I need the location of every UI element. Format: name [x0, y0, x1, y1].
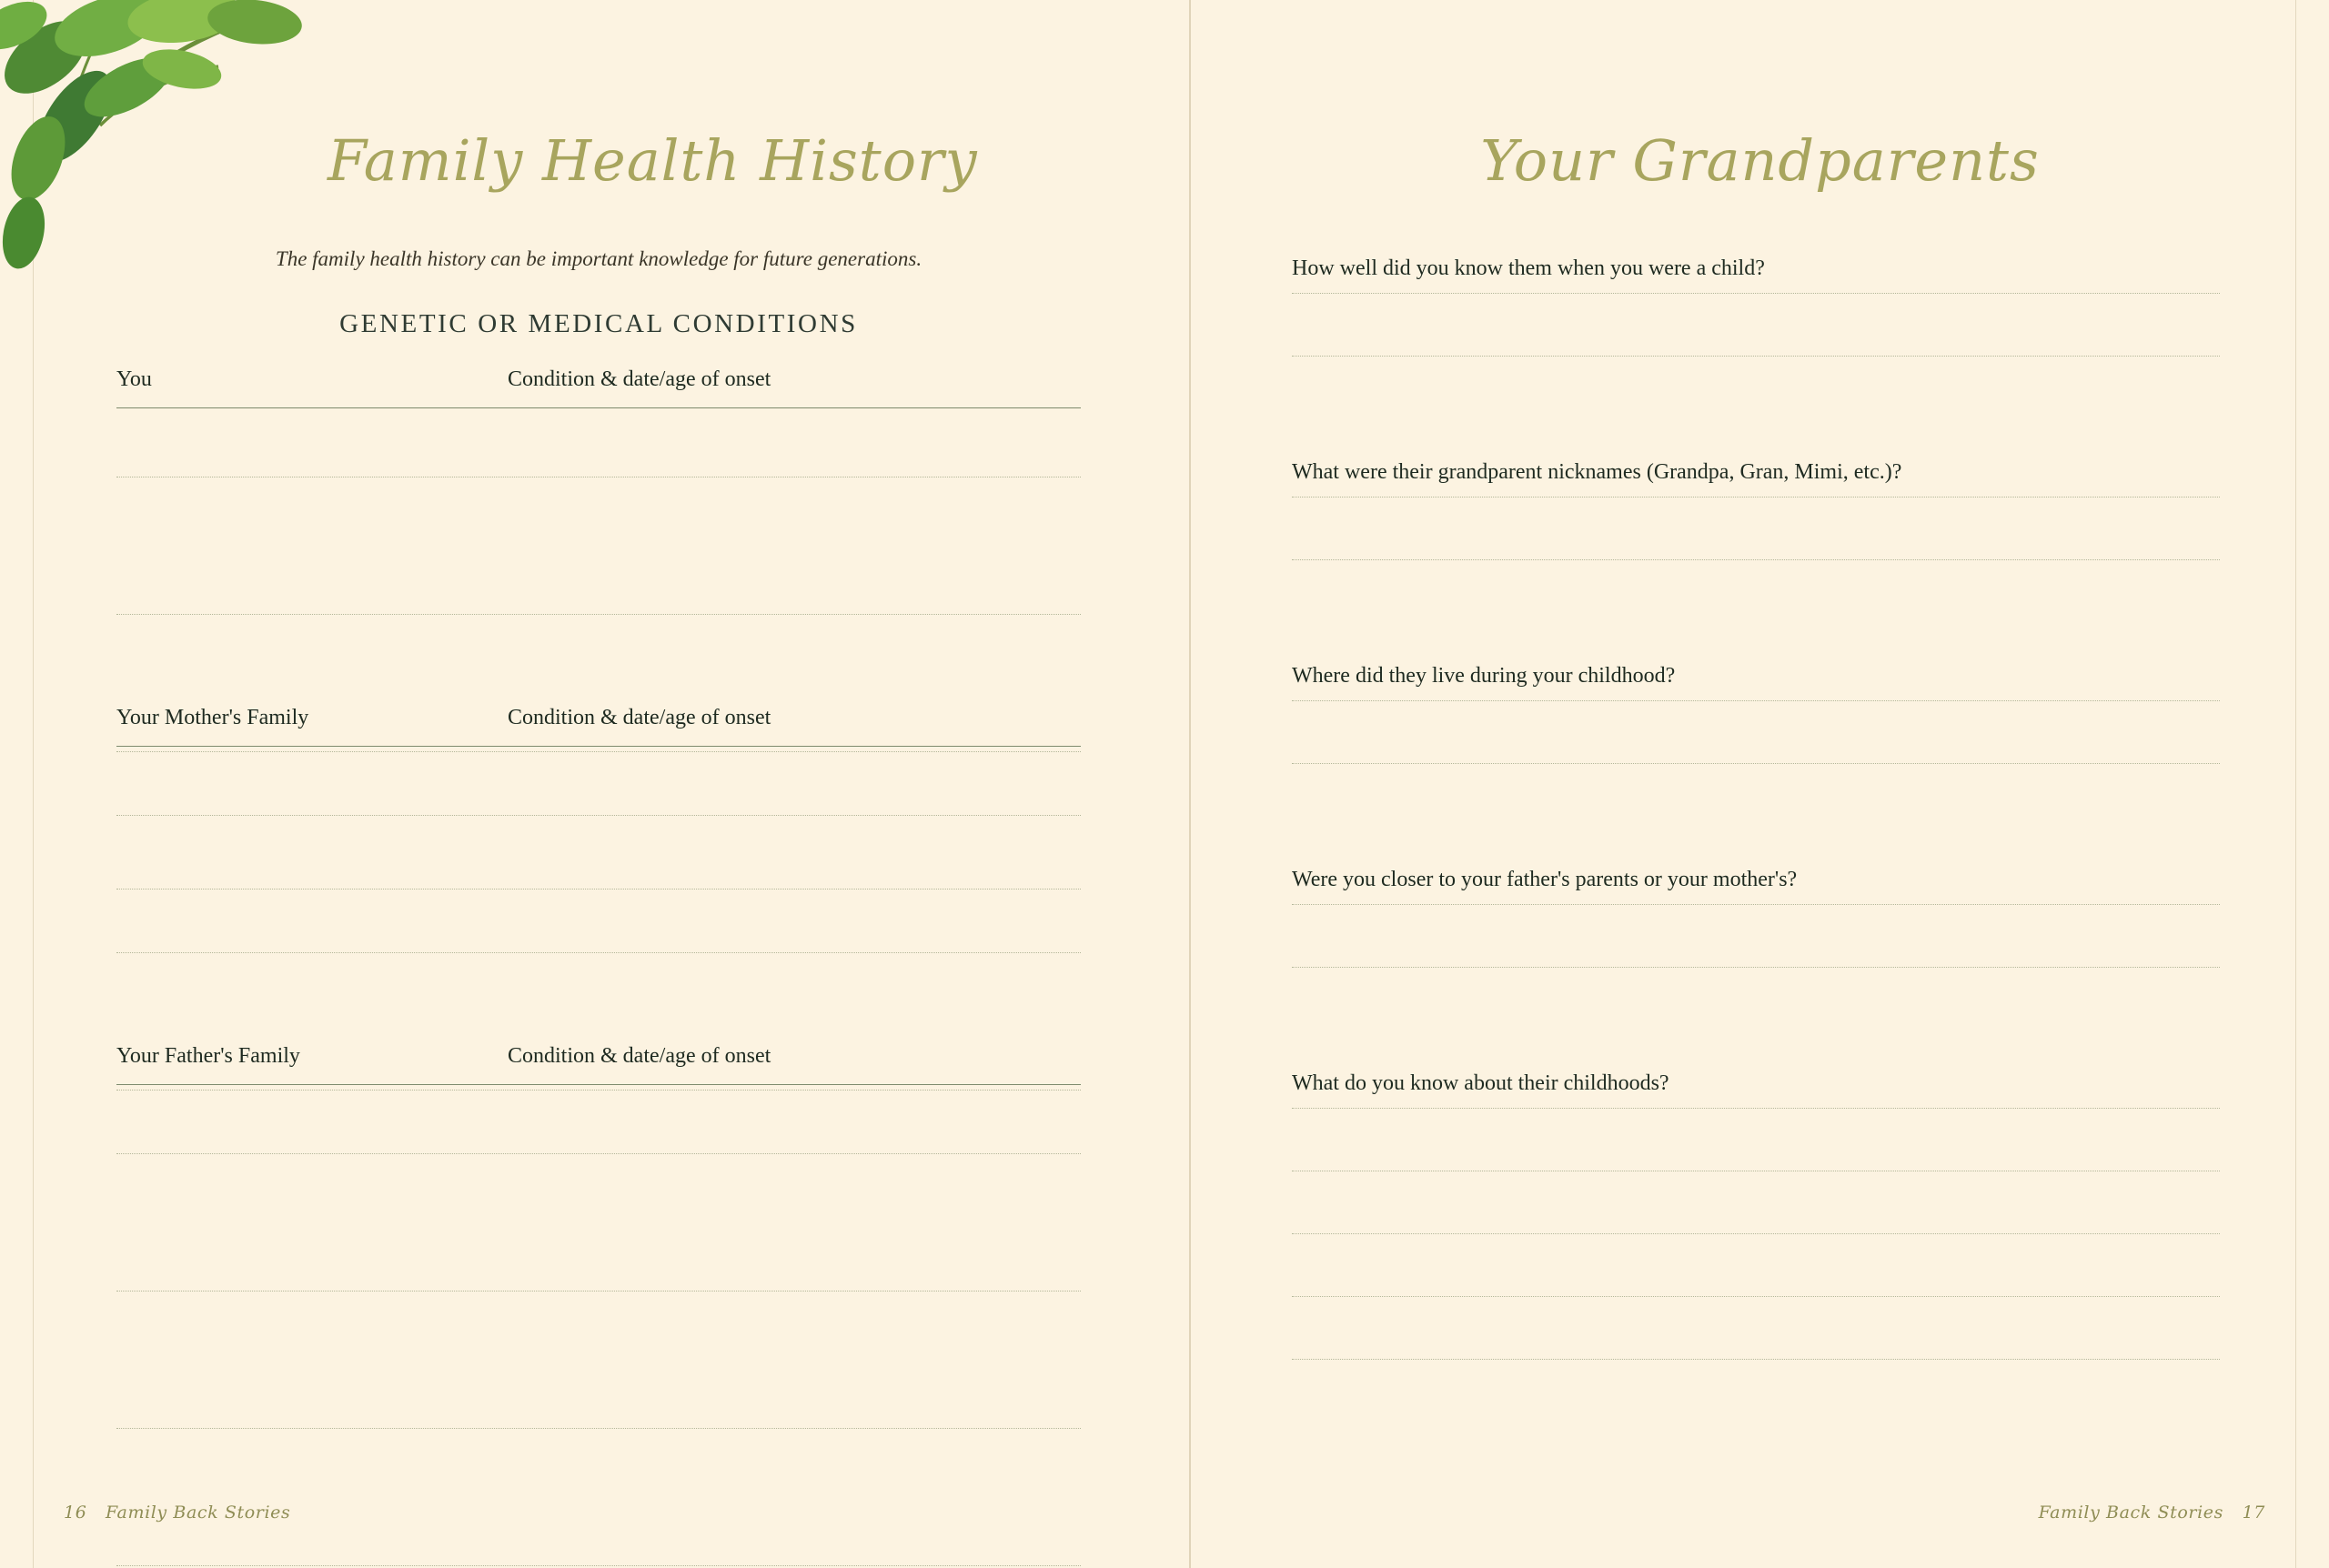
health-group-mother-headers: [116, 706, 1081, 746]
question-3-text: Where did they live during your childhood?: [1292, 664, 1676, 688]
question-1-text: How well did you know them when you were a child?: [1292, 256, 1765, 280]
left-page-title: Family Health History: [328, 127, 978, 194]
left-page-number: 16: [64, 1503, 87, 1523]
writing-line[interactable]: [116, 614, 1081, 615]
health-group-you-underline: [116, 407, 1081, 408]
health-group-mother-underline: [116, 746, 1081, 747]
writing-line[interactable]: [116, 815, 1081, 816]
section-heading-genetic-conditions: GENETIC OR MEDICAL CONDITIONS: [339, 309, 858, 338]
health-group-father: [116, 1044, 1081, 1568]
writing-line[interactable]: [1292, 559, 2220, 560]
writing-line[interactable]: [1292, 763, 2220, 764]
health-group-father-underline: [116, 1084, 1081, 1085]
right-page-book-title: Family Back Stories: [2038, 1503, 2223, 1523]
right-page-number: 17: [2242, 1503, 2265, 1523]
writing-line[interactable]: [116, 1153, 1081, 1154]
writing-line[interactable]: [1292, 1359, 2220, 1360]
health-group-you-condition-label: Condition & date/age of onset: [508, 367, 771, 391]
writing-line[interactable]: [116, 1565, 1081, 1566]
health-group-father-headers: [116, 1044, 1081, 1084]
health-group-mother-label: Your Mother's Family: [116, 706, 309, 729]
health-group-father-condition-label: Condition & date/age of onset: [508, 1044, 771, 1068]
health-group-mother-condition-label: Condition & date/age of onset: [508, 706, 771, 729]
writing-line[interactable]: [116, 952, 1081, 953]
left-page-subtitle: The family health history can be important knowledge for future generations.: [275, 247, 923, 270]
right-page-title: Your Grandparents: [1480, 127, 2040, 194]
writing-line[interactable]: [1292, 356, 2220, 357]
writing-line[interactable]: [116, 1428, 1081, 1429]
question-block-3: [1292, 664, 2220, 764]
question-2-text: What were their grandparent nicknames (Grandpa, Gran, Mimi, etc.)?: [1292, 460, 1902, 484]
left-page-book-title: Family Back Stories: [106, 1503, 291, 1523]
health-group-you-label: You: [116, 367, 152, 391]
question-5-text: What do you know about their childhoods?: [1292, 1071, 1669, 1095]
question-block-5: [1292, 1071, 2220, 1360]
writing-line[interactable]: [1292, 967, 2220, 968]
question-block-4: [1292, 868, 2220, 968]
left-page-footer: [64, 1503, 303, 1523]
question-4-text: Were you closer to your father's parents or your mother's?: [1292, 868, 1798, 891]
writing-line[interactable]: [116, 1291, 1081, 1292]
question-block-1: [1292, 256, 2220, 357]
question-block-2: [1292, 460, 2220, 560]
health-group-you-headers: [116, 367, 1081, 407]
right-page-footer: [2026, 1503, 2265, 1523]
health-group-father-label: Your Father's Family: [116, 1044, 300, 1068]
